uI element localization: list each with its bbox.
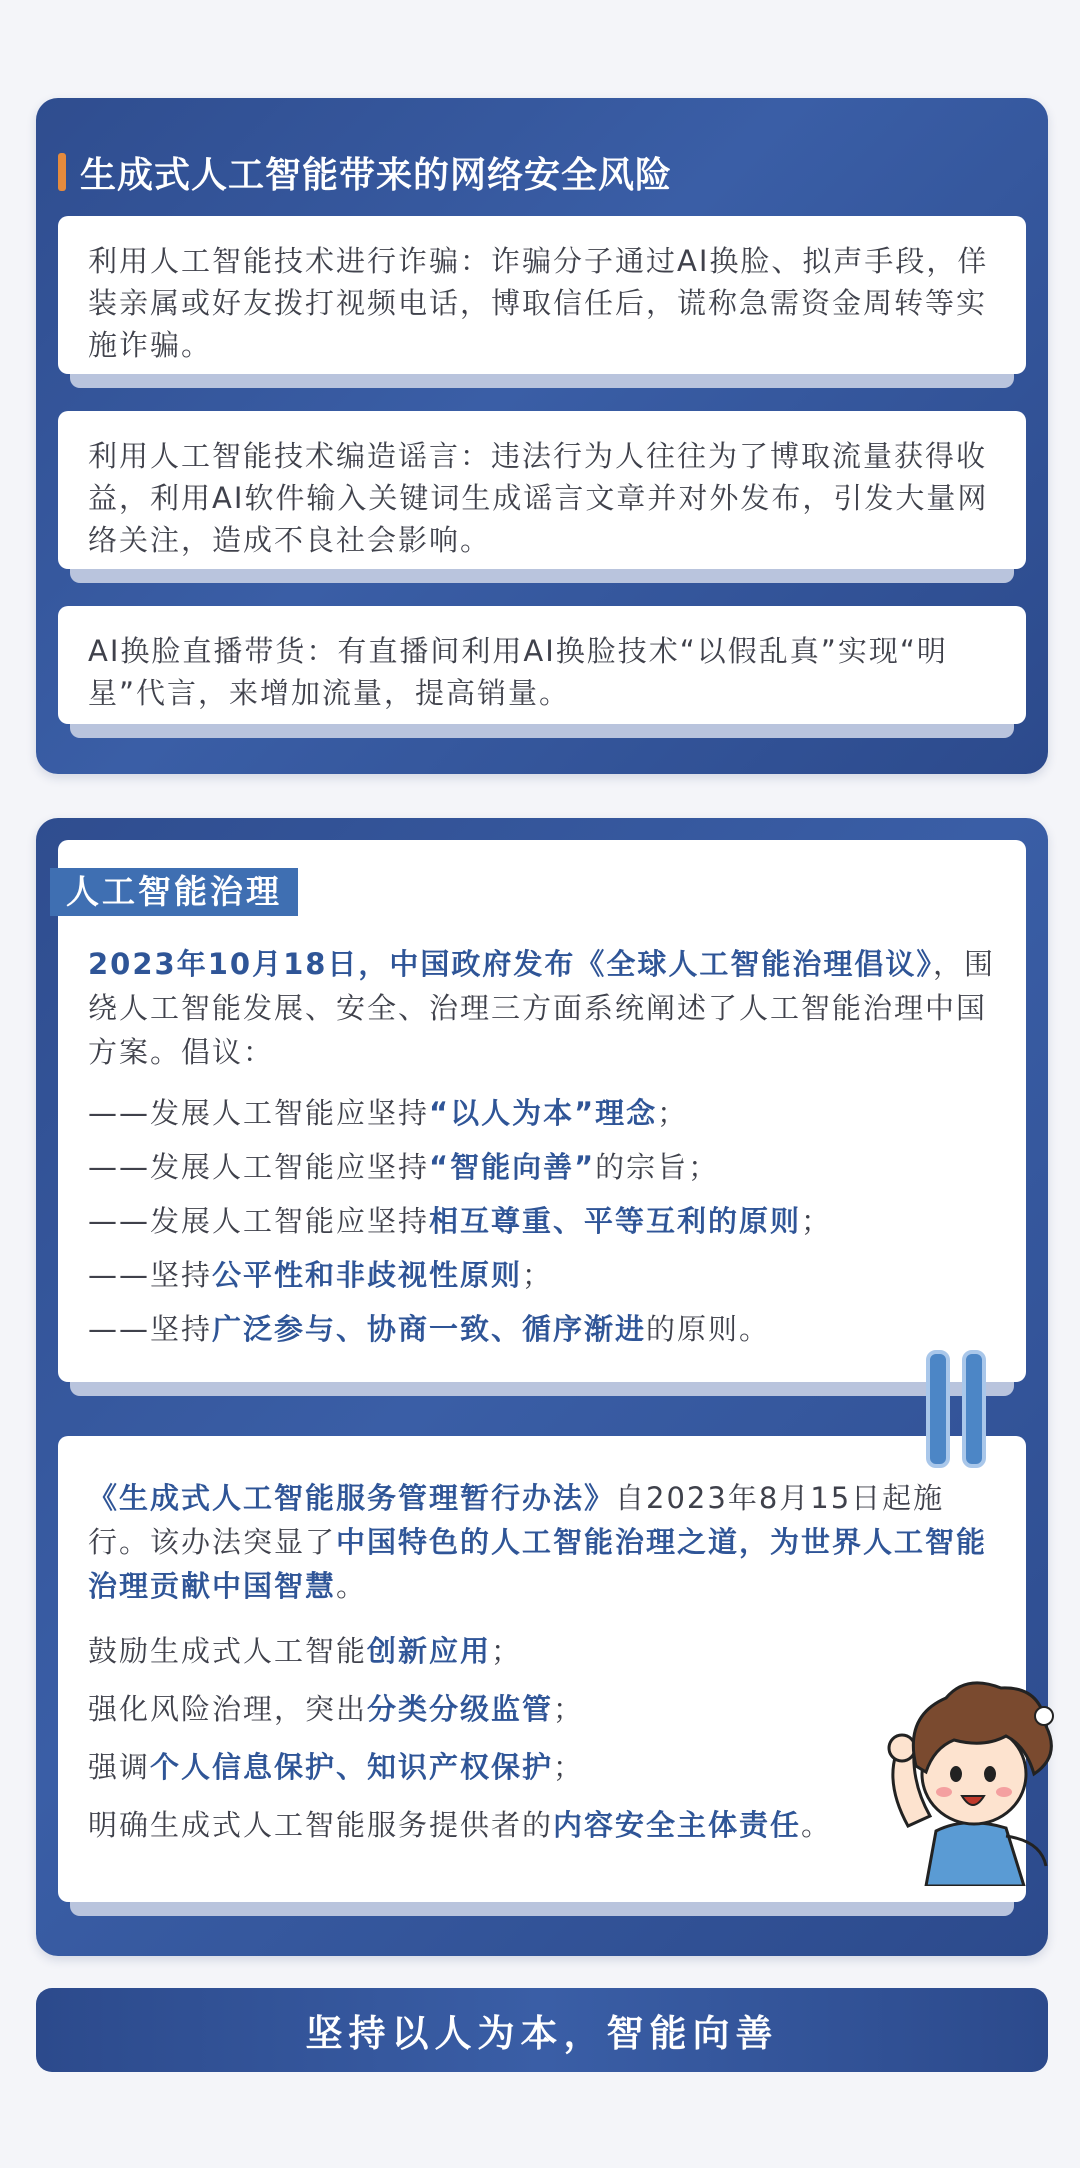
risk-card-text: 利用人工智能技术编造谣言：违法行为人往往为了博取流量获得收益，利用AI软件输入关键词生成谣言文章并对外发布，引发大量网络关注，造成不良社会影响。 (88, 439, 989, 557)
risk-title-text: 生成式人工智能带来的网络安全风险 (80, 154, 673, 196)
governance-tag: 人工智能治理 (50, 868, 298, 916)
risk-section-title (58, 148, 672, 196)
list-item: ——发展人工智能应坚持“智能向善”的宗旨； (88, 1150, 720, 1184)
regulation-intro: 《生成式人工智能服务管理暂行办法》自2023年8月15日起施行。该办法突显了中国特色的人工智能治理之道，为世界人工智能治理贡献中国智慧。 (88, 1481, 988, 1603)
binder-clip-icon (962, 1350, 986, 1468)
list-item: 强化风险治理，突出分类分级监管； (88, 1692, 585, 1726)
list-item: ——发展人工智能应坚持“以人为本”理念； (88, 1096, 689, 1130)
list-item: 明确生成式人工智能服务提供者的内容安全主体责任。 (88, 1808, 833, 1842)
risk-card-fraud (58, 216, 1026, 374)
binder-clip-icon (926, 1350, 950, 1468)
mascot-cartoon-icon (856, 1656, 1066, 1886)
risk-card-livestream (58, 606, 1026, 724)
governance-body (88, 942, 996, 1356)
list-item: ——发展人工智能应坚持相互尊重、平等互利的原则； (88, 1204, 833, 1238)
risk-card-rumor (58, 411, 1026, 569)
list-item: ——坚持广泛参与、协商一致、循序渐进的原则。 (88, 1312, 771, 1346)
risk-card-text: AI换脸直播带货：有直播间利用AI换脸技术“以假乱真”实现“明星”代言，来增加流量，提高销量。 (88, 634, 948, 710)
governance-panel (36, 818, 1048, 1956)
list-item: 强调个人信息保护、知识产权保护； (88, 1750, 585, 1784)
slogan-text: 坚持以人为本，智能向善 (305, 2012, 779, 2055)
governance-list (88, 1086, 996, 1356)
risk-panel (36, 98, 1048, 774)
risk-card-text: 利用人工智能技术进行诈骗：诈骗分子通过AI换脸、拟声手段，佯装亲属或好友拨打视频电话，博取信任后，谎称急需资金周转等实施诈骗。 (88, 244, 989, 362)
governance-card (58, 840, 1026, 1382)
governance-intro: 2023年10月18日，中国政府发布《全球人工智能治理倡议》，围绕人工智能发展、安全、治理三方面系统阐述了人工智能治理中国方案。倡议： (88, 947, 995, 1069)
slogan-banner (36, 1988, 1048, 2072)
title-accent-bar (58, 153, 66, 191)
list-item: 鼓励生成式人工智能创新应用； (88, 1634, 523, 1668)
list-item: ——坚持公平性和非歧视性原则； (88, 1258, 554, 1292)
